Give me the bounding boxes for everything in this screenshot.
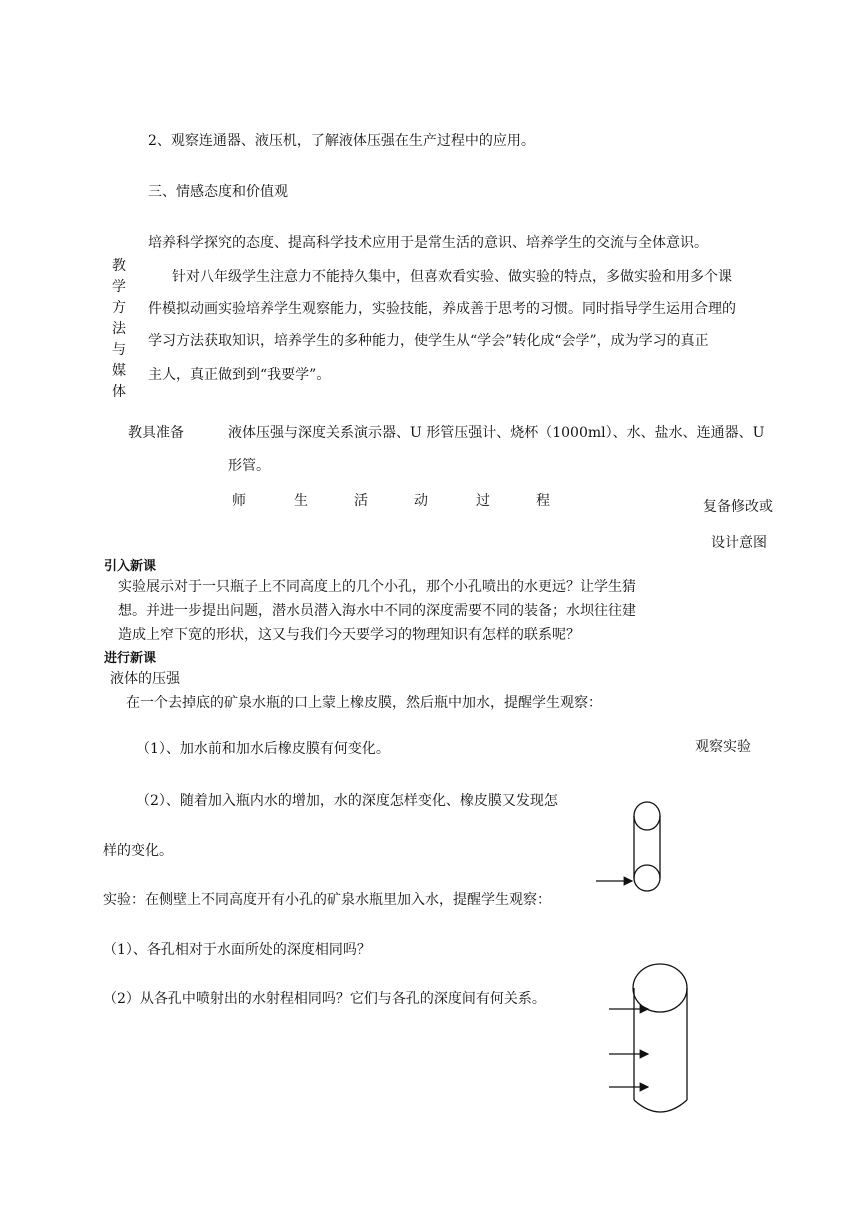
values-text: 培养科学探究的态度、提高科学技术应用于是常生活的意识、培养学生的交流与全体意识。	[148, 235, 708, 251]
tools-line: 液体压强与深度关系演示器、U 形管压强计、烧杯（1000ml）、水、盐水、连通器、U	[228, 425, 765, 441]
new-lesson-heading: 进行新课	[104, 651, 157, 666]
question-2: （2）、随着加入瓶内水的增加，水的深度怎样变化、橡皮膜又发现怎	[136, 793, 558, 809]
question-2-cont: 样的变化。	[103, 843, 173, 859]
methods-label-char: 体	[112, 384, 126, 400]
tools-line: 形管。	[228, 458, 270, 474]
process-header-char: 生	[294, 493, 308, 509]
intro-heading: 引入新课	[104, 559, 157, 574]
methods-label-char: 媒	[112, 363, 126, 379]
objective-item-2: 2、观察连通器、液压机，了解液体压强在生产过程中的应用。	[148, 133, 535, 149]
side-column-title: 设计意图	[711, 535, 767, 551]
note-observe-experiment: 观察实验	[695, 739, 751, 755]
bottle-membrane-diagram	[596, 802, 660, 891]
tools-label: 教具准备	[128, 425, 184, 441]
process-header-char: 活	[354, 493, 368, 509]
methods-label-char: 法	[112, 321, 126, 337]
methods-line: 针对八年级学生注意力不能持久集中，但喜欢看实验、做实验的特点，多做实验和用多个课	[172, 269, 732, 285]
intro-line: 实验展示对于一只瓶子上不同高度上的几个小孔，那个小孔喷出的水更远？让学生猜	[118, 579, 636, 595]
experiment-intro: 实验：在侧壁上不同高度开有小孔的矿泉水瓶里加入水，提醒学生观察：	[103, 892, 551, 908]
experiment-question-1: （1）、各孔相对于水面所处的深度相同吗？	[103, 942, 371, 958]
methods-line: 件模拟动画实验培养学生观察能力，实验技能，养成善于思考的习惯。同时指导学生运用合理的	[148, 301, 736, 317]
section-heading-values: 三、情感态度和价值观	[148, 184, 288, 200]
methods-label-char: 方	[112, 300, 126, 316]
new-lesson-intro: 在一个去掉底的矿泉水瓶的口上蒙上橡皮膜，然后瓶中加水，提醒学生观察：	[126, 695, 602, 711]
new-lesson-subheading: 液体的压强	[110, 671, 180, 687]
methods-line: 主人，真正做到到“我要学”。	[148, 367, 331, 383]
intro-line: 造成上窄下宽的形状，这又与我们今天要学习的物理知识有怎样的联系呢？	[118, 627, 580, 643]
intro-line: 想。并进一步提出问题，潜水员潜入海水中不同的深度需要不同的装备；水坝往往建	[118, 603, 636, 619]
process-header-char: 动	[414, 493, 428, 509]
bottle-holes-diagram	[609, 964, 687, 1112]
methods-label-char: 学	[112, 279, 126, 295]
side-column-title: 复备修改或	[703, 499, 773, 515]
process-header-char: 师	[232, 493, 246, 509]
methods-label-char: 教	[112, 258, 126, 274]
process-header-char: 过	[476, 493, 490, 509]
process-header-char: 程	[536, 493, 550, 509]
methods-line: 学习方法获取知识，培养学生的多种能力，使学生从“学会”转化成“会学”，成为学习的真正	[148, 333, 709, 349]
methods-label-char: 与	[112, 342, 126, 358]
experiment-question-2: （2）从各孔中喷射出的水射程相同吗？它们与各孔的深度间有何关系。	[103, 991, 546, 1007]
question-1: （1）、加水前和加水后橡皮膜有何变化。	[136, 741, 390, 757]
